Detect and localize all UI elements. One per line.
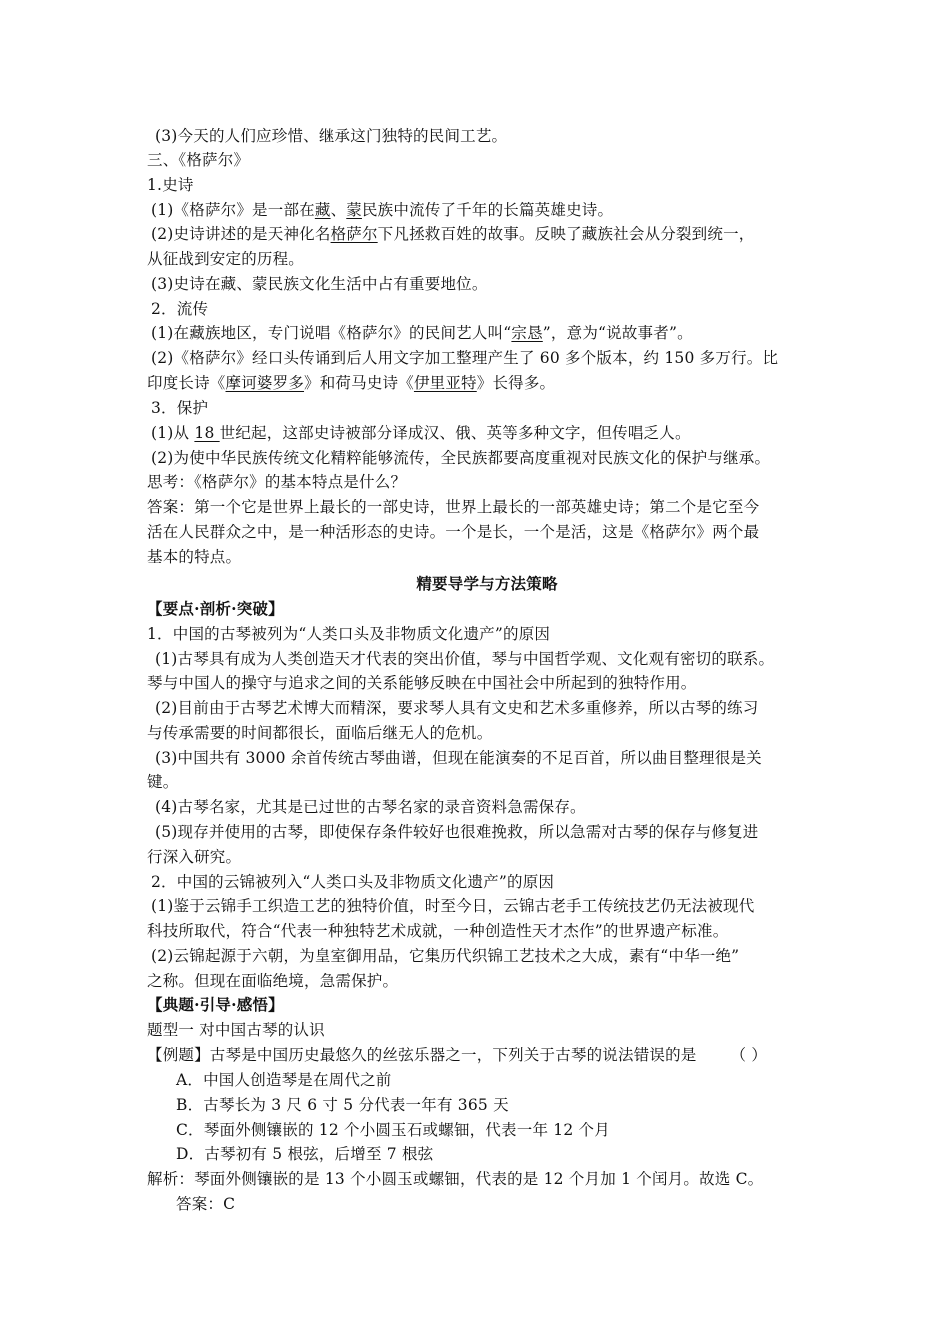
epic-point-1: (1)《格萨尔》是一部在藏、蒙民族中流传了千年的长篇英雄史诗。 (151, 201, 614, 219)
fill-in-zang: 藏 (314, 201, 331, 219)
guqin-heading: 1．中国的古琴被列为“人类口头及非物质文化遗产”的原因 (147, 625, 551, 643)
fill-in-meng: 蒙 (346, 201, 362, 219)
yunjin-heading: 2．中国的云锦被列入“人类口头及非物质文化遗产”的原因 (151, 873, 555, 891)
fill-in-mahabharata: 摩诃婆罗多 (225, 374, 305, 392)
question-type-1: 题型一 对中国古琴的认识 (147, 1021, 325, 1039)
epic-heading: 1.史诗 (147, 176, 194, 194)
example-heading: 【典题·引导·感悟】 (147, 995, 284, 1014)
yunjin-point-2-cont: 之称。但现在面临绝境，急需保护。 (147, 972, 399, 990)
protect-point-2: (2)为使中华民族传统文化精粹能够流传，全民族都要高度重视对民族文化的保护与继承。 (151, 449, 771, 467)
guqin-point-1: (1)古琴具有成为人类创造天才代表的突出价值，琴与中国哲学观、文化观有密切的联系。 (155, 650, 775, 668)
protect-point-1: (1)从 18 世纪起，这部史诗被部分译成汉、俄、英等多种文字，但传唱乏人。 (151, 424, 691, 442)
guqin-point-5-cont: 行深入研究。 (147, 848, 242, 866)
protect-heading: 3．保护 (151, 399, 209, 417)
spread-point-2-cont: 印度长诗《摩诃婆罗多》和荷马史诗《伊里亚特》长得多。 (147, 374, 556, 392)
answer-blank: （ ） (730, 1046, 768, 1064)
yunjin-point-1-cont: 科技所取代，符合“代表一种独特艺术成就，一种创造性天才杰作”的世界遗产标准。 (147, 922, 729, 940)
option-b: B．古琴长为 3 尺 6 寸 5 分代表一年有 365 天 (176, 1096, 509, 1114)
key-points-heading: 【要点·剖析·突破】 (147, 599, 284, 618)
answer-line-1: 答案：第一个它是世界上最长的一部史诗，世界上最长的一部英雄史诗；第二个是它至今 (147, 498, 760, 516)
guqin-point-3-cont: 键。 (147, 773, 179, 791)
fill-in-gesar: 格萨尔 (330, 225, 378, 243)
epic-point-2: (2)史诗讲述的是天神化名格萨尔下凡拯救百姓的故事。反映了藏族社会从分裂到统一， (151, 225, 755, 243)
think-question: 思考：《格萨尔》的基本特点是什么？ (147, 473, 407, 491)
guqin-point-1-cont: 琴与中国人的操守与追求之间的关系能够反映在中国社会中所起到的独特作用。 (147, 674, 697, 692)
spread-heading: 2．流传 (151, 300, 209, 318)
yunjin-point-2: (2)云锦起源于六朝，为皇室御用品，它集历代织锦工艺技术之大成，素有“中华一绝” (151, 947, 740, 965)
spread-point-2: (2)《格萨尔》经口头传诵到后人用文字加工整理产生了 60 多个版本，约 150 多万行。比 (151, 349, 779, 367)
guqin-point-3: (3)中国共有 3000 余首传统古琴曲谱，但现在能演奏的不足百首，所以曲目整理很是关 (155, 749, 762, 767)
guqin-point-5: (5)现存并使用的古琴，即使保存条件较好也很难挽救，所以急需对古琴的保存与修复进 (155, 823, 759, 841)
fill-in-zongken: 宗恳 (511, 324, 543, 342)
example-answer: 答案：C (176, 1195, 236, 1213)
epic-point-2-cont: 从征战到安定的历程。 (147, 250, 305, 268)
option-c: C．琴面外侧镶嵌的 12 个小圆玉石或螺钿，代表一年 12 个月 (176, 1121, 610, 1139)
guqin-point-2-cont: 与传承需要的时间都很长，面临后继无人的危机。 (147, 724, 493, 742)
fill-in-century: 18 (194, 424, 220, 442)
example-question: 【例题】古琴是中国历史最悠久的丝弦乐器之一，下列关于古琴的说法错误的是 （ ） (147, 1046, 768, 1064)
section-title: 精要导学与方法策略 (416, 575, 558, 593)
epic-point-3: (3)史诗在藏、蒙民族文化生活中占有重要地位。 (151, 275, 488, 293)
yunjin-point-1: (1)鉴于云锦手工织造工艺的独特价值，时至今日，云锦古老手工传统技艺仍无法被现代 (151, 897, 755, 915)
option-a: A．中国人创造琴是在周代之前 (176, 1071, 392, 1089)
prev-item-3: (3)今天的人们应珍惜、继承这门独特的民间工艺。 (155, 127, 508, 145)
option-d: D．古琴初有 5 根弦，后增至 7 根弦 (176, 1145, 434, 1163)
fill-in-iliad: 伊里亚特 (413, 374, 477, 392)
answer-line-3: 基本的特点。 (147, 548, 242, 566)
answer-line-2: 活在人民群众之中，是一种活形态的史诗。一个是长，一个是活，这是《格萨尔》两个最 (147, 523, 760, 541)
guqin-point-2: (2)目前由于古琴艺术博大而精深，要求琴人具有文史和艺术多重修养，所以古琴的练习 (155, 699, 759, 717)
guqin-point-4: (4)古琴名家，尤其是已过世的古琴名家的录音资料急需保存。 (155, 798, 586, 816)
analysis: 解析：琴面外侧镶嵌的是 13 个小圆玉或螺钿，代表的是 12 个月加 1 个闰月。故选 C。 (147, 1170, 764, 1188)
section-3-heading: 三、《格萨尔》 (147, 151, 250, 169)
spread-point-1: (1)在藏族地区，专门说唱《格萨尔》的民间艺人叫“宗恳”，意为“说故事者”。 (151, 324, 693, 342)
